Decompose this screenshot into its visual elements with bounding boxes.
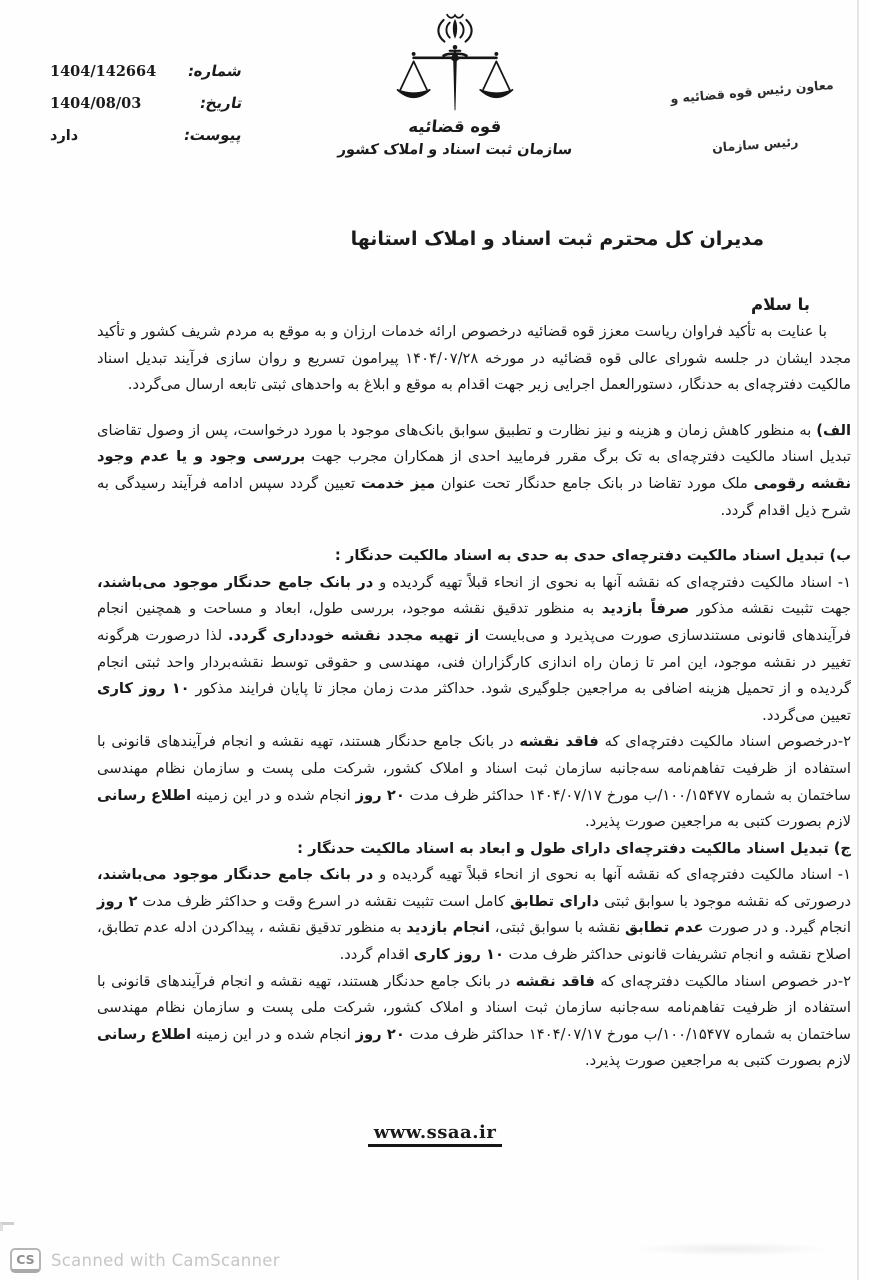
text-run: الف) (816, 421, 851, 439)
scan-smudge-artifact (630, 1242, 830, 1256)
text-run: انجام شده و در این زمینه (191, 786, 356, 804)
text-run: ب) تبدیل اسناد مالکیت دفترچه‌ای حدی به حدی به اسناد مالکیت حدنگار : (334, 547, 851, 565)
salutation: با سلام (751, 295, 810, 314)
item-j-2 (97, 969, 851, 1075)
section-b-heading (97, 543, 851, 570)
text-run: ۲۰ روز (355, 1025, 405, 1043)
iran-emblem-icon (438, 15, 471, 42)
scales-of-justice-icon (389, 12, 521, 116)
text-run: در بانک جامع حدنگار موجود می‌باشند، (97, 866, 374, 884)
intro-paragraph (97, 319, 851, 399)
camscanner-footer (10, 1245, 280, 1275)
text-run: میز خدمت (360, 474, 436, 492)
text-run: درصورتی که نقشه موجود با سوابق ثبتی (599, 892, 852, 910)
text-run: عدم تطابق (625, 919, 704, 937)
letter-date-row (50, 94, 242, 112)
text-run: تعیین گردد سپس ادامه فرآیند رسیدگی به شرح ذیل اقدام گردد. (97, 474, 851, 519)
camscanner-icon: CS (10, 1248, 41, 1273)
text-run: ۲۰ روز (355, 786, 405, 804)
date-value: 1404/08/03 (50, 95, 142, 112)
text-run: ملک مورد تقاضا در بانک جامع حدنگار تحت عنوان (435, 474, 754, 492)
text-run: فاقد نقشه (515, 972, 595, 990)
text-run: ۲-درخصوص اسناد مالکیت دفترچه‌ای که (598, 733, 851, 751)
text-run: اقدام گردد. (339, 946, 414, 964)
text-run: جهت تثبیت نقشه مذکور (689, 600, 851, 618)
text-run: لازم بصورت کتبی به مراجعین صورت پذیرد. (585, 813, 851, 831)
text-run: ۱- اسناد مالکیت دفترچه‌ای که نقشه آنها به نحوی از انحاء قبلاً تهیه گردیده و (373, 866, 851, 884)
section-alef (97, 418, 851, 524)
number-label: شماره: (186, 62, 244, 80)
signatory-line-2: رئیس سازمان (711, 134, 799, 155)
text-run: انجام گیرد. و در صورت (703, 919, 851, 937)
text-run: انجام شده و در این زمینه (191, 1025, 356, 1043)
section-j-heading (97, 836, 851, 863)
text-run: در بانک جامع حدنگار هستند، تهیه نقشه و انجام فرآیندهای قانونی با استفاده از ظرفیت تفاهم‌نامه سه‌جانبه سازمان ثبت اسناد و املاک کشور، شرکت ملی پست و سازمان نظام مهندسی ساختمان به شماره ۱۰۰/۱۵۴۷۷/ب مورخ ۱۴۰۴/۰۷/۱۷ حداکثر ظرف مدت (97, 733, 851, 804)
org-name-registration: سازمان ثبت اسناد و املاک کشور (337, 142, 573, 158)
item-b-1 (97, 570, 851, 730)
number-value: 1404/142664 (50, 63, 157, 80)
text-run: بررسی وجود و یا عدم وجود نقشه رقومی (97, 448, 851, 492)
text-run: به منظور تدقیق نقشه موجود، بررسی طول، ابعاد و مساحت و همچنین انجام فرآیندهای قانونی مستندسازی صورت می‌پذیرد و می‌بایست (97, 600, 852, 644)
text-run: ۱- اسناد مالکیت دفترچه‌ای که نقشه آنها به نحوی از انحاء قبلاً تهیه گردیده و (373, 573, 851, 591)
text-run: ج) تبدیل اسناد مالکیت دفترچه‌ای دارای طول و ابعاد به اسناد مالکیت حدنگار : (297, 839, 851, 857)
text-run: اطلاع رسانی (97, 786, 192, 804)
letter-meta-block (50, 62, 242, 158)
text-run: ۱۰ روز کاری (97, 680, 190, 698)
text-run: از تهیه مجدد نقشه خودداری گردد. (227, 626, 480, 644)
text-run: تعیین می‌گردد. (762, 706, 851, 724)
text-run: ۱۰ روز کاری (413, 946, 504, 964)
org-name-judiciary: قوه قضائیه (407, 117, 503, 136)
scan-corner-artifact (0, 1222, 14, 1231)
signatory-block (669, 76, 840, 174)
attachment-value: دارد (50, 128, 79, 144)
text-run: ۲-در خصوص اسناد مالکیت دفترچه‌ای که (594, 972, 852, 990)
text-run: دارای تطابق (509, 892, 600, 910)
camscanner-note: Scanned with CamScanner (51, 1250, 280, 1270)
letter-body (97, 319, 851, 1075)
letter-number-row (50, 62, 242, 80)
scan-edge-artifact (857, 0, 859, 1280)
scales-icon (397, 45, 513, 110)
text-run: در بانک جامع حدنگار هستند، تهیه نقشه و انجام فرآیندهای قانونی با استفاده از ظرفیت تفاهم‌نامه سه‌جانبه سازمان ثبت اسناد و املاک کشور، شرکت ملی پست و سازمان نظام مهندسی ساختمان به شماره ۱۰۰/۱۵۴۷۷/ب مورخ ۱۴۰۴/۰۷/۱۷ حداکثر ظرف مدت (97, 972, 851, 1043)
text-run: در بانک جامع حدنگار موجود می‌باشند، (97, 573, 374, 591)
text-run: لذا درصورت هرگونه تغییر در نقشه موجود، این امر تا زمان راه اندازی کارگزاران فنی، مهندسی و حقوقی توسط نقشه‌بردار واحد ثبتی انجام گردیده و از تحمیل هزینه اضافی به مراجعین جلوگیری شود. حداکثر مدت زمان مجاز تا پایان فرایند مذکور (97, 626, 851, 698)
attachment-label: پیوست: (182, 126, 244, 144)
website-row (0, 1122, 870, 1143)
date-label: تاریخ: (198, 94, 244, 112)
text-run: صرفاً بازدید (601, 600, 690, 618)
text-run: فاقد نقشه (519, 733, 599, 751)
letterhead-logo (336, 12, 574, 158)
text-run: نقشه با سوابق ثبتی، (490, 919, 626, 937)
signatory-line-1: معاون رئیس قوه قضائیه و (669, 76, 835, 107)
text-run: ۲ روز (97, 892, 138, 910)
website-url: www.ssaa.ir (368, 1122, 503, 1147)
text-run: کامل است تثبیت نقشه در اسرع وقت و حداکثر ظرف مدت (137, 892, 510, 910)
text-run: انجام بازدید (406, 919, 490, 937)
recipient-title: مدیران کل محترم ثبت اسناد و املاک استانها (350, 228, 764, 250)
letter-attachment-row (50, 126, 242, 144)
text-run: به منظور کاهش زمان و هزینه و نیز نظارت و تطبیق سوابق بانک‌های موجود با مورد درخواست، پس از وصول تقاضای تبدیل اسناد مالکیت دفترچه‌ای به تک برگ مقرر فرمایید احدی از همکاران مجرب جهت (97, 421, 851, 466)
item-b-2 (97, 729, 851, 835)
item-j-1 (97, 862, 851, 968)
text-run: لازم بصورت کتبی به مراجعین صورت پذیرد. (585, 1052, 851, 1070)
text-run: به منظور تدقیق نقشه ، پیداکردن ادله عدم تطابق، اصلاح نقشه و انجام تشریفات قانونی حداکثر ظرف مدت (97, 919, 851, 964)
text-run: با عنایت به تأکید فراوان ریاست معزز قوه قضائیه درخصوص ارائه خدمات ارزان و به موقع به مردم شریف کشور و تأکید مجدد ایشان در جلسه شورای عالی قوه قضائیه در مورخه ۱۴۰۴/۰۷/۲۸ پیرامون تسریع و روان سازی فرآیند تبدیل اسناد مالکیت دفترچه‌ای به حدنگار، دستورالعمل اجرایی زیر جهت اقدام به موقع و ابلاغ به واحدهای ثبتی تابعه ارسال می‌گردد. (97, 323, 851, 394)
text-run: اطلاع رسانی (97, 1025, 192, 1043)
